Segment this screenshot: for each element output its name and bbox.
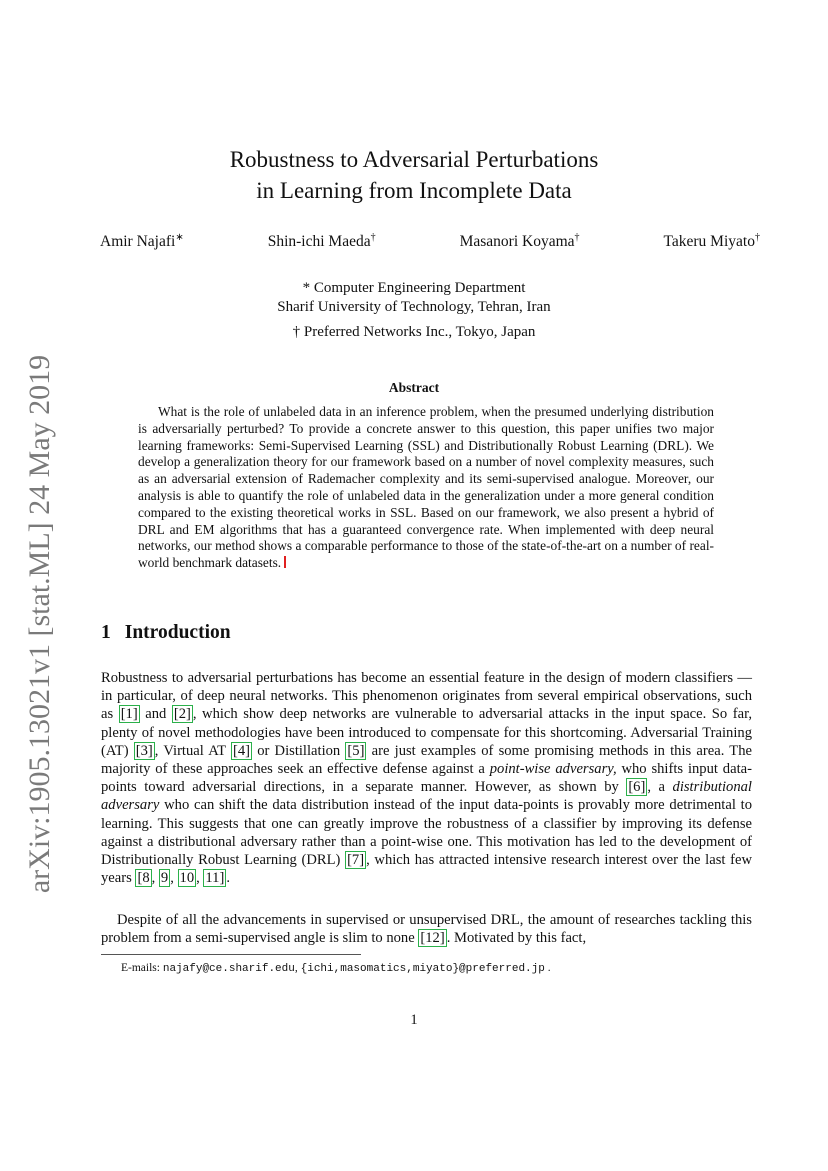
author-name: Shin-ichi Maeda [267,233,371,251]
author-4 [664,232,760,251]
affiliation-pfn: † Preferred Networks Inc., Tokyo, Japan [292,324,536,340]
abstract-heading: Abstract [388,380,440,395]
author-1 [100,232,184,251]
intro-paragraph-1: Robustness to adversarial perturbations has become an essential feature in the design of modern classifiers —in particular, of deep neural networks. This phenomenon originates from several empirical observations, such as [1] and [2] , which show deep networks are vulnerable to adversarial attacks in the input space. So far, plenty of novel methodologies have been introduced to compensate for this shortcoming. Adversarial Training (AT) [3] , Virtual AT [4] or Distillation [5] are just examples of some promising methods in this area. The majority of these approaches seek an effective defense against a point-wise adversary, who shifts input data-points toward adversarial directions, in a separate manner. However, as shown by [6] , a distributional adversary who can shift the data distribution instead of the input data-points is provably more detrimental to learning. This suggests that one can greatly improve the robustness of a classifier by improving its defense against a distributional adversary rather than a point-wise one. This motivation has led to the development of Distributionally Robust Learning (DRL) [7] , which has attracted intensive research interest over the last few years [8 , 9 , 10 , 11] . [101,670,752,887]
paper-title [0,144,828,206]
affiliation-mark: † [370,232,376,243]
affiliation-mark: † [754,232,760,243]
abstract-body [138,404,714,572]
author-name: Masanori Koyama [459,233,575,251]
author-list [100,232,760,251]
citation-link[interactable]: [4] [232,742,250,759]
intro-paragraph-2: Despite of all the advancements in supervised or unsupervised DRL, the amount of researches tackling this problem from a semi-supervised angle is slim to none [12] . Motivated by this fact, [101,912,752,947]
citation-link[interactable]: [8 [137,870,150,887]
author-name: Takeru Miyato [663,233,755,251]
abstract-text: What is the role of unlabeled data in an inference problem, when the presumed underlying distribution is adversarially perturbed? To provide a concrete answer to this question, this paper unifies two major learning frameworks: Semi-Supervised Learning (SSL) and Distributionally Robust Learning (DRL). We develop a generalization theory for our framework based on a number of novel complexity measures, such as an adversarial extension of Rademacher complexity and its semi-supervised analogue. Moreover, our analysis is able to quantify the role of unlabeled data in the generalization under a more general condition compared to the existing theoretical works in SSL. Based on our framework, we also present a hybrid of DRL and EM algorithms that has a guaranteed convergence rate. When implemented with deep neural networks, our method shows a comparable performance to those of the state-of-the-art on a number of real-world benchmark datasets. [138,404,714,571]
page-number: 1 [410,1012,418,1028]
citation-link[interactable]: [6] [628,779,646,796]
emphasis-point-wise-adversary: point-wise adversary, [489,761,617,778]
affiliation-line-1: * Computer Engineering Department [302,280,526,296]
footnote-label: E-mails: [121,962,163,974]
citation-link[interactable]: [1] [120,706,138,723]
author-name: Amir Najafi [100,233,176,251]
citation-link[interactable]: [5] [347,742,365,759]
citation-link[interactable]: [3] [135,742,153,759]
citation-link[interactable]: [2] [173,706,191,723]
affiliation-mark: ∗ [175,232,184,243]
citation-link[interactable]: 11] [205,870,225,887]
citation-link[interactable]: [7] [347,852,365,869]
email-address[interactable]: {ichi,masomatics,miyato}@preferred.jp [300,963,545,975]
author-3 [460,232,580,251]
citation-link[interactable]: 10 [179,870,195,887]
title-line-1: Robustness to Adversarial Perturbations [229,147,599,172]
arxiv-identifier-stamp: arXiv:1905.13021v1 [stat.ML] 24 May 2019 [23,354,56,894]
citation-link[interactable]: [12] [420,930,445,947]
affiliation-line-2: Sharif University of Technology, Tehran, Iran [277,299,551,315]
affiliation-mark: † [574,232,580,243]
section-number: 1 [101,622,111,643]
section-heading [101,622,231,644]
author-2 [268,232,376,251]
footnote-emails: E-mails: najafy@ce.sharif.edu, {ichi,masomatics,miyato}@preferred.jp . [121,962,551,975]
title-line-2: in Learning from Incomplete Data [256,178,572,203]
email-address[interactable]: najafy@ce.sharif.edu [162,963,295,975]
emphasis-distributional-adversary: distributional adversary [101,779,752,814]
footnote-divider [101,954,361,955]
section-title: Introduction [124,622,231,643]
citation-link[interactable]: 9 [160,870,169,887]
text-cursor-mark [284,556,286,568]
affiliation-sharif [0,279,828,317]
